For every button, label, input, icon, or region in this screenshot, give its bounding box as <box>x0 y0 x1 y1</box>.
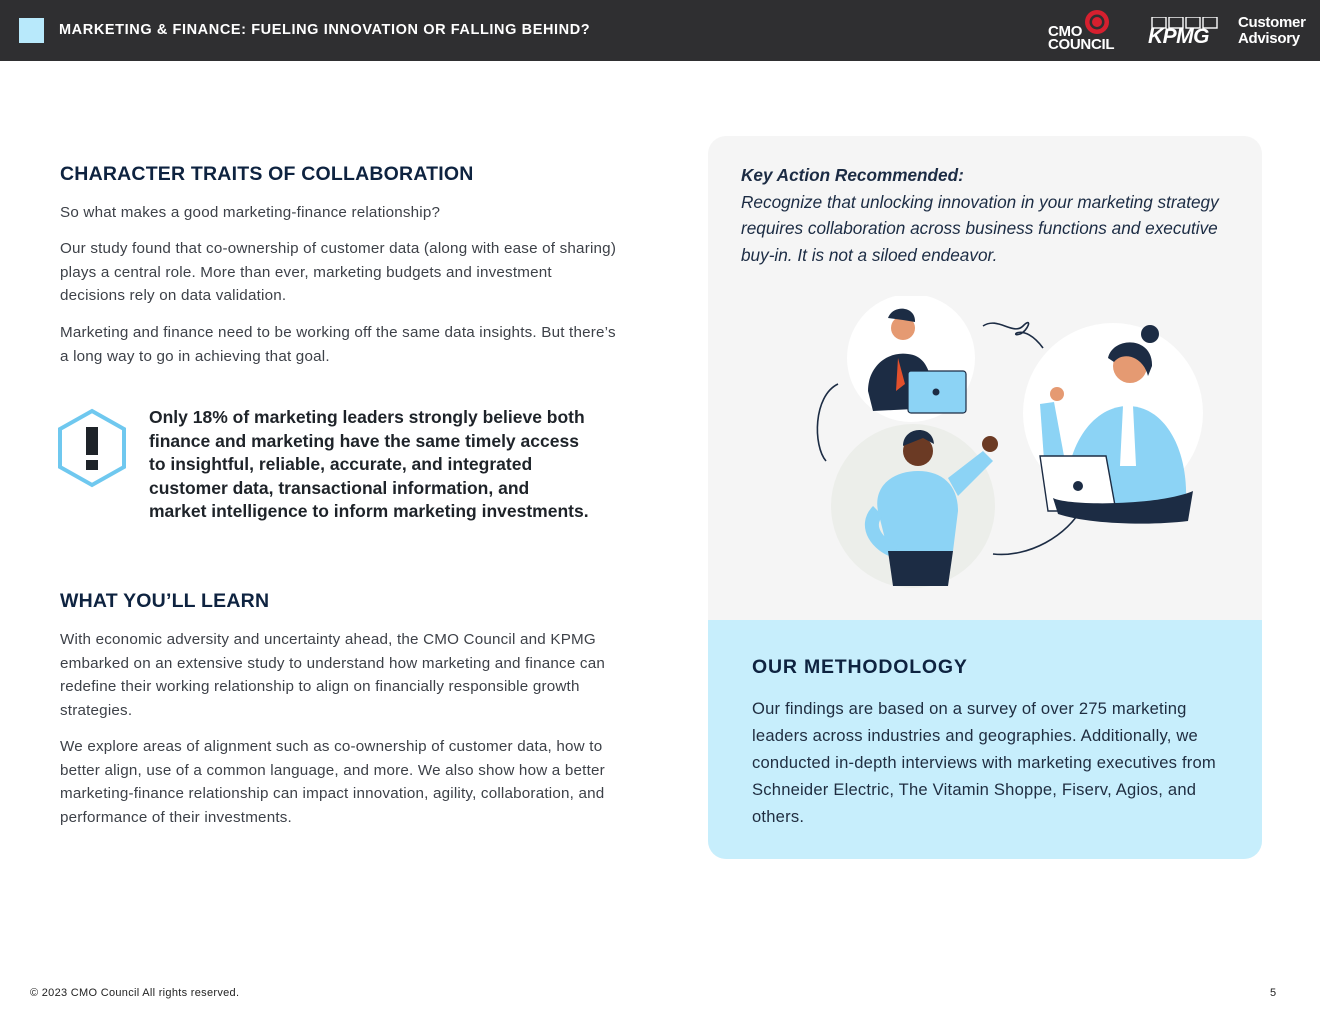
methodology-text: Our findings are based on a survey of over 275 marketing leaders across industries and geographies. Additionally, we conducted in-depth interviews with marketing executives from Schneider Electric, The Vitamin Shoppe, Fiserv, Agios, and others. <box>752 699 1216 826</box>
stat-callout: Only 18% of marketing leaders strongly believe both finance and marketing have the same timely access to insightful, reliable, accurate, and integrated customer data, transactional information, and market intelligence to inform marketing investments. <box>149 407 589 521</box>
collaboration-illustration <box>808 296 1208 596</box>
cmo-logo-word-2: COUNCIL <box>1048 36 1115 53</box>
key-action-text: Recognize that unlocking innovation in your marketing strategy requires collaboration across business functions and executive buy-in. It is not a siloed endeavor. <box>741 191 1219 265</box>
exclamation-hexagon-icon <box>56 407 128 489</box>
traits-paragraph-3: Marketing and finance need to be working off the same data insights. But there’s a long way to go in achieving that goal. <box>60 324 616 365</box>
learn-paragraph-1: With economic adversity and uncertainty ahead, the CMO Council and KPMG embarked on an extensive study to understand how marketing and finance can redefine their working relationship to align on financially responsible growth strategies. <box>60 631 606 719</box>
key-action <box>741 162 1246 268</box>
section-heading-traits: CHARACTER TRAITS OF COLLABORATION <box>60 163 474 185</box>
cmo-council-logo <box>1046 8 1116 54</box>
kpmg-logo <box>1148 16 1222 48</box>
traits-paragraph-1: So what makes a good marketing-finance relationship? <box>60 204 441 221</box>
methodology-heading: OUR METHODOLOGY <box>752 656 968 678</box>
customer-advisory-logo <box>1238 15 1306 47</box>
cmo-logo-word-1: CMO <box>1048 23 1083 40</box>
customer-advisory-line-1: Customer <box>1238 14 1306 31</box>
kpmg-logo-word: KPMG <box>1148 25 1209 48</box>
key-action-label: Key Action Recommended: <box>741 165 964 185</box>
methodology-panel <box>708 620 1262 859</box>
header-bar <box>0 0 1320 61</box>
footer-copyright: © 2023 CMO Council All rights reserved. <box>30 987 240 999</box>
traits-paragraph-2: Our study found that co-ownership of customer data (along with ease of sharing) plays a central role. More than ever, marketing budgets and investment decisions rely on data validation. <box>60 240 617 304</box>
header-title: MARKETING & FINANCE: FUELING INNOVATION OR FALLING BEHIND? <box>59 22 591 38</box>
key-action-card <box>708 136 1262 859</box>
section-heading-learn: WHAT YOU’LL LEARN <box>60 590 270 612</box>
page-number: 5 <box>1270 987 1277 999</box>
header-accent-square <box>19 18 44 43</box>
cmo-council-emblem-icon <box>1082 8 1112 36</box>
customer-advisory-line-2: Advisory <box>1238 30 1300 47</box>
learn-paragraph-2: We explore areas of alignment such as co-ownership of customer data, how to better align, use of a common language, and more. We also show how a better marketing-finance relationship can impact innovation, agility, collaboration, and performance of their investments. <box>60 738 605 826</box>
